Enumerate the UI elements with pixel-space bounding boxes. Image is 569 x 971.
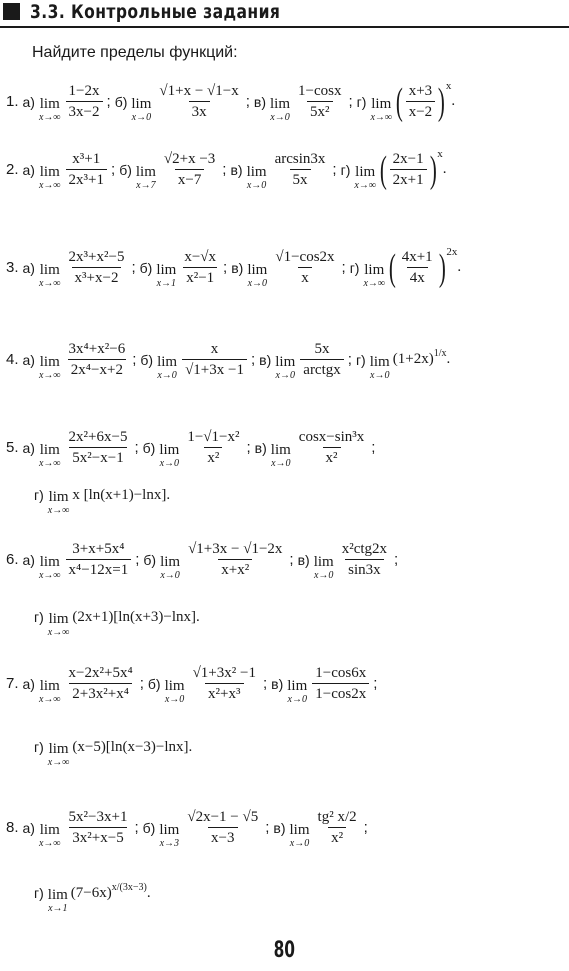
part-label: б)	[142, 439, 156, 456]
task-number: 4.	[6, 351, 19, 368]
fraction: $\frac{\text{2x³+x²−5}}{\text{x³+x−2}}$	[68, 249, 125, 286]
fraction: $\frac{\text{x³+1}}{\text{2x³+1}}$	[66, 150, 107, 189]
limit: lim x→∞	[47, 611, 70, 638]
limit: lim x→∞	[370, 95, 393, 123]
fraction: $\frac{\arcsin 3x}{5x}$	[274, 151, 326, 188]
limit: lim x→∞	[47, 741, 70, 768]
limit: lim x→0	[131, 95, 152, 123]
limit: lim x→∞	[354, 163, 376, 191]
part-label: а)	[22, 551, 35, 568]
part-label: б)	[140, 351, 154, 368]
task-number: 6.	[6, 551, 19, 568]
limit: lim x→1	[47, 887, 68, 914]
part-label: в)	[254, 439, 267, 456]
fraction: $\frac{1-2x}{3x-2}$	[66, 82, 103, 121]
task-4: 4. а) lim x→∞ $\frac{\text{3x⁴+x²−6}}{\text{2x⁴−x+2}}$ ; б) lim x→0 $\frac{x}{√1+3x -1}$ ; в) lim x→0 $\frac{5x}{\text{arctgx}}$ ; г) lim x→0 (1+2x) 1/x .	[6, 341, 451, 381]
power-fraction: ( $\frac{2x-1}{2x+1}$ ) x	[379, 148, 443, 191]
page-number: 80	[273, 938, 296, 963]
part-label: б)	[143, 551, 157, 568]
part-label: б)	[147, 675, 161, 692]
limit: lim x→0	[287, 677, 308, 705]
limit: lim x→∞	[38, 821, 61, 849]
expression: (2x+1)[ln(x+3)−lnx].	[72, 608, 200, 625]
limit: lim x→∞	[38, 677, 61, 705]
fraction: $\frac{1-\cos x}{\text{5x²}}$	[298, 83, 342, 120]
fraction: $\frac{x}{√1+3x -1}$	[182, 340, 247, 379]
fraction: $\frac{√2x-1 - √5}{x-3}$	[187, 809, 259, 846]
part-label: а)	[22, 161, 35, 178]
task-number: 8.	[6, 819, 19, 836]
task-6-part-g	[34, 604, 200, 638]
limit: lim x→∞	[38, 163, 61, 191]
limit: lim x→0	[270, 441, 291, 469]
task-7: 7. а) lim x→∞ $\frac{\text{x−2x²+5x⁴}}{\text{2+3x²+x⁴}}$ ; б) lim x→0 $\frac{\text{√1+3x² −1}}{\text{x²+x³}}$ ; в) lim x→0 $\frac{1-\cos 6x}{1-\cos 2x}$ ;	[6, 665, 378, 705]
limit: lim x→∞	[38, 353, 61, 381]
limit: lim x→∞	[38, 95, 61, 123]
part-label: в)	[253, 93, 267, 110]
fraction: $\frac{√1+x - √1-x}{3x}$	[159, 83, 239, 120]
part-label: г)	[34, 885, 44, 901]
fraction: $\frac{√1+3x - √1-2x}{\text{x+x²}}$	[188, 541, 283, 578]
part-label: а)	[22, 675, 35, 692]
task-5-part-g	[34, 482, 171, 516]
fraction: $\frac{√2+x -3}{x-7}$	[163, 151, 216, 188]
part-label: а)	[22, 259, 35, 276]
limit: lim x→0	[160, 553, 181, 581]
part-label: в)	[271, 675, 284, 692]
limit: lim x→0	[247, 261, 268, 289]
fraction: $\frac{\text{3+x+5x⁴}}{\text{x⁴−12x=1}}$	[66, 540, 132, 579]
part-label: а)	[22, 93, 35, 110]
header-square-marker	[3, 3, 20, 20]
part-label: а)	[22, 351, 35, 368]
intro-text: Найдите пределы функций:	[32, 44, 238, 61]
limit: lim x→0	[246, 163, 267, 191]
power-fraction: ( $\frac{4x+1}{4x}$ ) 2x	[388, 246, 458, 289]
limit: lim x→0	[157, 353, 178, 381]
fraction: $\frac{\text{x−2x²+5x⁴}}{\text{2+3x²+x⁴}}$	[68, 665, 133, 702]
limit: lim x→0	[164, 677, 185, 705]
exponent: 1/x	[433, 348, 447, 359]
part-label: г)	[355, 351, 366, 368]
expression: (x−5)[ln(x−3)−lnx].	[72, 738, 193, 755]
expression: (7−6x)	[70, 884, 112, 901]
limit: lim x→0	[270, 95, 291, 123]
part-label: г)	[349, 259, 360, 276]
task-2: 2. а) lim x→∞ $\frac{\text{x³+1}}{\text{2x³+1}}$ ; б) lim x→7 $\frac{√2+x -3}{x-7}$ ; в) lim x→0 $\frac{\arcsin 3x}{5x}$ ; г) lim x→∞ ( $\frac{2x-1}{2x+1}$ ) x .	[6, 148, 447, 191]
fraction: $\frac{\text{2x²+6x−5}}{\text{5x²−x−1}}$	[68, 429, 128, 466]
fraction: $\frac{\text{cosx−sin³x}}{\text{x²}}$	[298, 429, 365, 466]
task-number: 2.	[6, 161, 19, 178]
task-5: 5. а) lim x→∞ $\frac{\text{2x²+6x−5}}{\text{5x²−x−1}}$ ; б) lim x→0 $\frac{\text{1−√1−x²}}{\text{x²}}$ ; в) lim x→0 $\frac{\text{cosx−sin³x}}{\text{x²}}$ ;	[6, 429, 376, 469]
section-header	[0, 0, 569, 28]
part-label: г)	[34, 739, 44, 755]
fraction: $\frac{5x}{\text{arctgx}}$	[300, 340, 343, 379]
limit: lim x→∞	[38, 441, 61, 469]
limit: lim x→7	[135, 163, 156, 191]
fraction: $\frac{\text{x²ctg2x}}{\sin 3x}$	[341, 541, 388, 578]
part-label: г)	[34, 487, 44, 503]
part-label: в)	[231, 259, 244, 276]
part-label: а)	[22, 439, 35, 456]
limit: lim x→∞	[38, 553, 61, 581]
limit: lim x→∞	[38, 261, 61, 289]
part-label: в)	[273, 819, 286, 836]
task-number: 1.	[6, 93, 19, 110]
part-label: г)	[340, 161, 351, 178]
task-1: 1. а) lim x→∞ $\frac{1-2x}{3x-2}$ ; б) lim x→0 $\frac{√1+x - √1-x}{3x}$ ; в) lim x→0 $\frac{1-\cos x}{\text{5x²}}$ ; г) lim x→∞ ( $\frac{x+3}{x-2}$ ) x .	[6, 80, 456, 123]
limit: lim x→0	[369, 353, 390, 381]
fraction: $\frac{\text{1−√1−x²}}{\text{x²}}$	[187, 429, 240, 466]
task-8: 8. а) lim x→∞ $\frac{\text{5x²−3x+1}}{\text{3x²+x−5}}$ ; б) lim x→3 $\frac{√2x-1 - √5}{x-3}$ ; в) lim x→0 $\frac{\text{tg² x/2}}{\text{x²}}$ ;	[6, 809, 368, 849]
fraction: $\frac{1-\cos 6x}{1-\cos 2x}$	[312, 664, 369, 703]
part-label: б)	[119, 161, 132, 178]
part-label: б)	[114, 93, 128, 110]
task-8-part-g: г) lim x→1 (7−6x) x/(3x−3) .	[34, 881, 151, 914]
part-label: б)	[139, 259, 153, 276]
limit: lim x→∞	[363, 261, 386, 289]
task-number: 3.	[6, 259, 19, 276]
exponent: x/(3x−3)	[111, 881, 147, 893]
power-fraction: ( $\frac{x+3}{x-2}$ ) x	[395, 80, 452, 123]
limit: lim x→0	[313, 553, 334, 581]
fraction: $\frac{\text{3x⁴+x²−6}}{\text{2x⁴−x+2}}$	[68, 341, 126, 378]
fraction: $\frac{\text{√1+3x² −1}}{\text{x²+x³}}$	[192, 665, 256, 702]
fraction: $\frac{\text{tg² x/2}}{\text{x²}}$	[317, 809, 357, 846]
expression: x [ln(x+1)−lnx].	[72, 486, 171, 503]
limit: lim x→1	[156, 261, 177, 289]
part-label: г)	[356, 93, 367, 110]
part-label: в)	[259, 351, 272, 368]
fraction: $\frac{x-√x}{\text{x²−1}}$	[184, 249, 217, 286]
part-label: в)	[230, 161, 243, 178]
task-3: 3. а) lim x→∞ $\frac{\text{2x³+x²−5}}{\text{x³+x−2}}$ ; б) lim x→1 $\frac{x-√x}{\text{x²−1}}$ ; в) lim x→0 $\frac{√1-\cos 2x}{x}$ ; г) lim x→∞ ( $\frac{4x+1}{4x}$ ) 2x .	[6, 246, 462, 289]
part-label: в)	[297, 551, 310, 568]
fraction: $\frac{√1-\cos 2x}{x}$	[275, 249, 335, 286]
task-6: 6. а) lim x→∞ $\frac{\text{3+x+5x⁴}}{\text{x⁴−12x=1}}$ ; б) lim x→0 $\frac{√1+3x - √1-2x}{\text{x+x²}}$ ; в) lim x→0 $\frac{\text{x²ctg2x}}{\sin 3x}$ ;	[6, 541, 399, 581]
limit: lim x→0	[275, 353, 296, 381]
limit: lim x→∞	[47, 489, 70, 516]
limit: lim x→0	[159, 441, 180, 469]
part-label: г)	[34, 609, 44, 625]
limit: lim x→3	[159, 821, 180, 849]
task-number: 7.	[6, 675, 19, 692]
limit: lim x→0	[289, 821, 310, 849]
task-number: 5.	[6, 439, 19, 456]
fraction: $\frac{\text{5x²−3x+1}}{\text{3x²+x−5}}$	[68, 809, 128, 846]
part-label: а)	[22, 819, 35, 836]
task-7-part-g	[34, 734, 193, 768]
section-title: 3.3. Контрольные задания	[30, 1, 281, 23]
expression: (1+2x)	[392, 351, 434, 367]
part-label: б)	[142, 819, 156, 836]
